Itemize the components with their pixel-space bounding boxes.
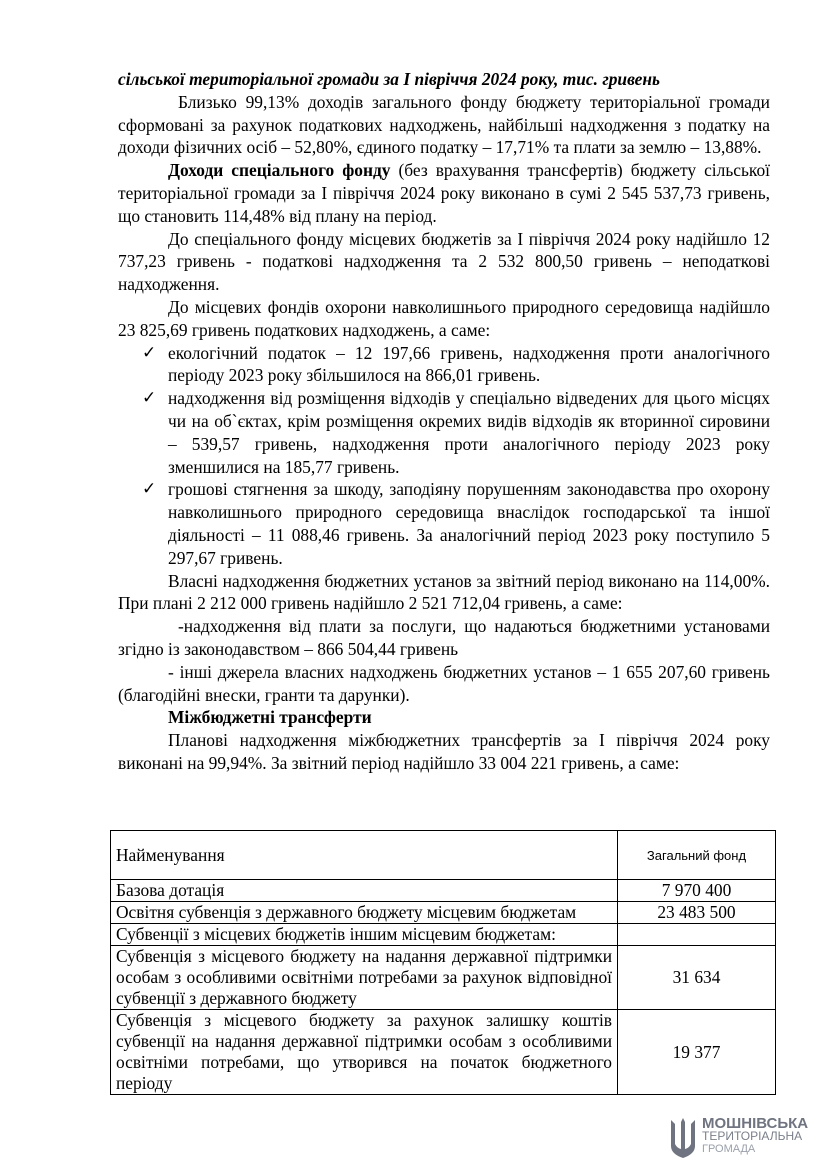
checkmark-icon: ✓	[142, 388, 157, 408]
environment-bullet-list	[118, 342, 770, 570]
row-name: Субвенція з місцевого бюджету за рахунок залишку коштів субвенції на надання державної підтримки особам з особливими освітніми потребами, що утворився на початок бюджетного періоду	[111, 1010, 618, 1095]
checkmark-icon: ✓	[142, 479, 157, 499]
document-body	[118, 68, 770, 775]
table-row	[111, 946, 776, 1010]
paragraph-special-fund	[118, 159, 770, 227]
header-name: Найменування	[111, 831, 618, 880]
bullet-text: надходження від розміщення відходів у спеціально відведених для цього місцях чи на об`єктах, крім розміщення окремих видів відходів як вторинної сировини – 539,57 гривень, надходження проти аналогічного періоду 2023 року зменшилися на 185,77 гривень.	[168, 388, 770, 477]
transfers-table	[110, 830, 776, 1095]
paragraph-environment-funds: До місцевих фондів охорони навколишнього природного середовища надійшло 23 825,69 гривень податкових надходжень, а саме:	[118, 296, 770, 340]
table-header-row	[111, 831, 776, 880]
header-general-fund: Загальний фонд	[618, 831, 776, 880]
community-logo	[668, 1114, 818, 1164]
bullet-text: екологічний податок – 12 197,66 гривень, надходження проти аналогічного періоду 2023 року збільшилося на 866,01 гривень.	[168, 342, 770, 386]
paragraph-transfers: Планові надходження міжбюджетних трансфертів за І півріччя 2024 року виконані на 99,94%. За звітний період надійшло 33 004 221 гривень, а саме:	[118, 730, 770, 773]
paragraph-service-fees: -надходження від плати за послуги, що надаються бюджетними установами згідно із законодавством – 866 504,44 гривень	[118, 616, 770, 659]
row-name: Освітня субвенція з державного бюджету місцевим бюджетам	[111, 902, 618, 924]
table-row	[111, 880, 776, 902]
bullet-text: грошові стягнення за шкоду, заподіяну порушенням законодавства про охорону навколишнього природного середовища внаслідок господарської та іншої діяльності – 11 088,46 гривень. За аналогічний період 2023 року поступило 5 297,67 гривень.	[168, 479, 770, 568]
table-row	[111, 1010, 776, 1095]
logo-line-1: МОШНІВСЬКА	[702, 1115, 809, 1132]
row-value: 19 377	[618, 1010, 776, 1095]
row-value	[618, 924, 776, 946]
table-row	[111, 902, 776, 924]
row-value: 31 634	[618, 946, 776, 1010]
paragraph-general-fund: Близько 99,13% доходів загального фонду бюджету територіальної громади сформовані за рахунок податкових надходжень, найбільші надходження з податку на доходи фізичних осіб – 52,80%, єдиного податку – 17,71% та плати за землю – 13,88%.	[118, 91, 770, 158]
list-item	[142, 387, 770, 478]
checkmark-icon: ✓	[142, 342, 157, 362]
paragraph-other-sources: - інші джерела власних надходжень бюджетних установ – 1 655 207,60 гривень (благодійні внески, гранти та дарунки).	[118, 661, 770, 705]
row-name: Субвенції з місцевих бюджетів іншим місцевим бюджетам:	[111, 924, 618, 946]
row-name: Базова дотація	[111, 880, 618, 902]
list-item	[142, 478, 770, 569]
logo-text	[702, 1117, 808, 1156]
special-fund-text: (без врахування трансфертів) бюджету сільської територіальної громади за І півріччя 2024 року виконано в сумі 2 545 537,73 гривень, що становить 114,48% від плану на період.	[118, 160, 770, 226]
logo-line-3: ГРОМАДА	[702, 1143, 756, 1155]
paragraph-own-revenues: Власні надходження бюджетних установ за звітний період виконано на 114,00%. При плані 2 212 000 гривень надійшло 2 521 712,04 гривень, а саме:	[118, 570, 770, 614]
row-name: Субвенція з місцевого бюджету на надання державної підтримки особам з особливими освітніми потребами за рахунок відповідної субвенції з державного бюджету	[111, 946, 618, 1010]
row-value: 7 970 400	[618, 880, 776, 902]
paragraph-special-fund-receipts: До спеціального фонду місцевих бюджетів за І півріччя 2024 року надійшло 12 737,23 гривень - податкові надходження та 2 532 800,50 гривень – неподаткові надходження.	[118, 228, 770, 295]
trident-icon	[668, 1116, 698, 1160]
logo-line-2: ТЕРИТОРІАЛЬНА	[702, 1129, 803, 1143]
table-row	[111, 924, 776, 946]
section-title: сільської територіальної громади за І півріччя 2024 року, тис. гривень	[118, 69, 660, 89]
special-fund-label: Доходи спеціального фонду	[168, 160, 391, 181]
row-value: 23 483 500	[618, 902, 776, 924]
list-item	[142, 342, 770, 388]
subheading-transfers: Міжбюджетні трансферти	[168, 707, 372, 728]
